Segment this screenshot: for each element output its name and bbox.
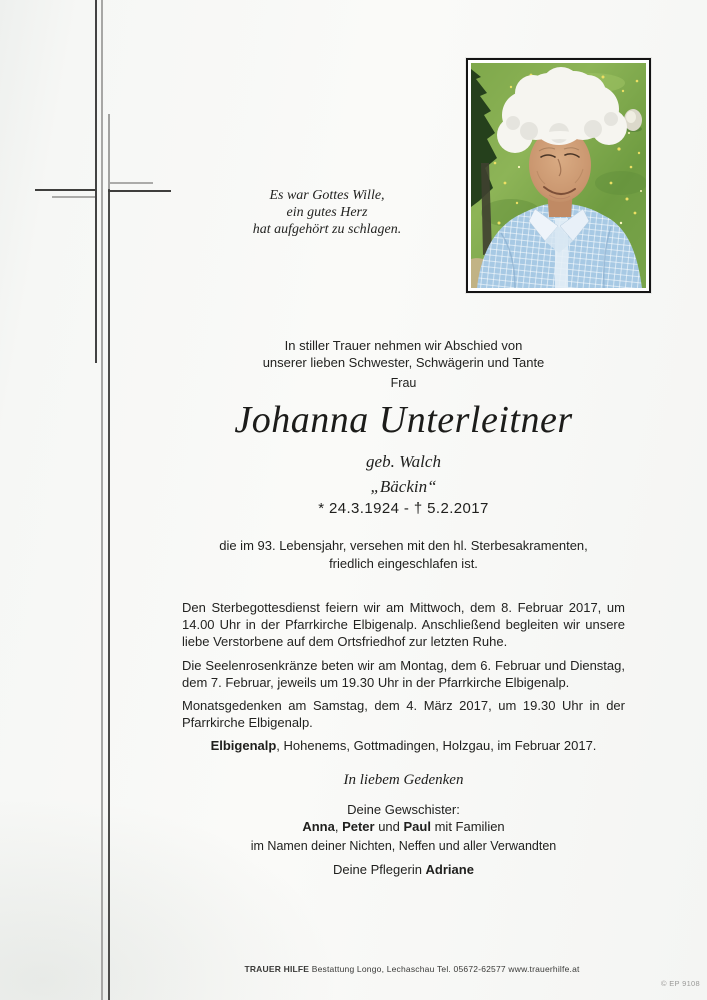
deceased-photo (466, 58, 651, 293)
caregiver-prefix: Deine Pflegerin (333, 862, 426, 877)
remembrance-heading: In liebem Gedenken (343, 772, 464, 788)
caregiver-name: Adriane (425, 862, 474, 877)
passing-line-2: friedlich eingeschlafen ist. (329, 556, 478, 571)
quote-line-2: ein gutes Herz (286, 205, 368, 220)
monthly-memorial-announcement: Monatsgedenken am Samstag, dem 4. März 2017, um 19.30 Uhr in der Pfarrkirche Elbigenalp. (182, 698, 625, 730)
salutation: Frau (390, 376, 417, 390)
funeral-announcement: Den Sterbegottesdienst feiern wir am Mittwoch, dem 8. Februar 2017, um 14.00 Uhr in der Pfarrkirche Elbigenalp. Anschließend begleiten wir unsere liebe Verstorbene auf dem Ortsfriedhof zur letzten Ruhe. (182, 600, 625, 649)
quote-line-1: Es war Gottes Wille, (269, 188, 385, 203)
siblings-conjunction: und (374, 819, 404, 834)
places-line-bold: Elbigenalp (210, 738, 277, 753)
places-line (182, 738, 625, 753)
rosary-announcement: Die Seelenrosenkränze beten wir am Montag, dem 6. Februar und Dienstag, dem 7. Februar, jeweils um 19.30 Uhr in der Pfarrkirche Elbigenalp. (182, 658, 625, 690)
siblings-line (182, 819, 625, 834)
cross-horizontal-light-left (52, 196, 95, 198)
funeral-home-details: Bestattung Longo, Lechaschau Tel. 05672-62577 www.trauerhilfe.at (309, 964, 580, 974)
introduction (182, 337, 625, 371)
cross-horizontal-light-right (110, 182, 153, 184)
places-line-rest: , Hohenems, Gottmadingen, Holzgau, im Februar 2017. (276, 738, 597, 753)
house-name: „Bäckin“ (370, 477, 437, 496)
memorial-quote (227, 187, 427, 238)
intro-line-1: In stiller Trauer nehmen wir Abschied von (284, 338, 523, 353)
siblings-heading: Deine Gewschister: (347, 802, 460, 817)
passing-line-1: die im 93. Lebensjahr, versehen mit den hl. Sterbesakramenten, (219, 538, 588, 553)
intro-line-2: unserer lieben Schwester, Schwägerin und Tante (262, 355, 545, 370)
print-copyright: © EP 9108 (661, 979, 700, 988)
deceased-photo-illustration (471, 63, 646, 288)
siblings-suffix: mit Familien (430, 819, 505, 834)
cross-vertical-right-line-top (108, 114, 110, 189)
caregiver-line (182, 862, 625, 877)
cross-horizontal-dark-right (108, 190, 171, 192)
quote-line-3: hat aufgehört zu schlagen. (252, 222, 402, 237)
siblings-separator: , (334, 819, 343, 834)
funeral-home-name: TRAUER HILFE (244, 964, 310, 974)
cross-vertical-right-line-bottom (108, 189, 110, 1000)
deceased-name: Johanna Unterleitner (234, 399, 573, 441)
relatives-line: im Namen deiner Nichten, Neffen und aller Verwandten (250, 839, 557, 853)
cross-vertical-light-line (101, 0, 103, 1000)
sibling-name: Peter (342, 819, 375, 834)
maiden-name: geb. Walch (366, 452, 441, 471)
cross-horizontal-dark-left (35, 189, 96, 191)
sibling-name: Anna (302, 819, 335, 834)
passing-text (182, 537, 625, 573)
sibling-name: Paul (403, 819, 431, 834)
cross-vertical-dark-line (95, 0, 97, 363)
funeral-home-footer (182, 964, 642, 974)
life-dates: * 24.3.1924 - † 5.2.2017 (318, 500, 489, 517)
